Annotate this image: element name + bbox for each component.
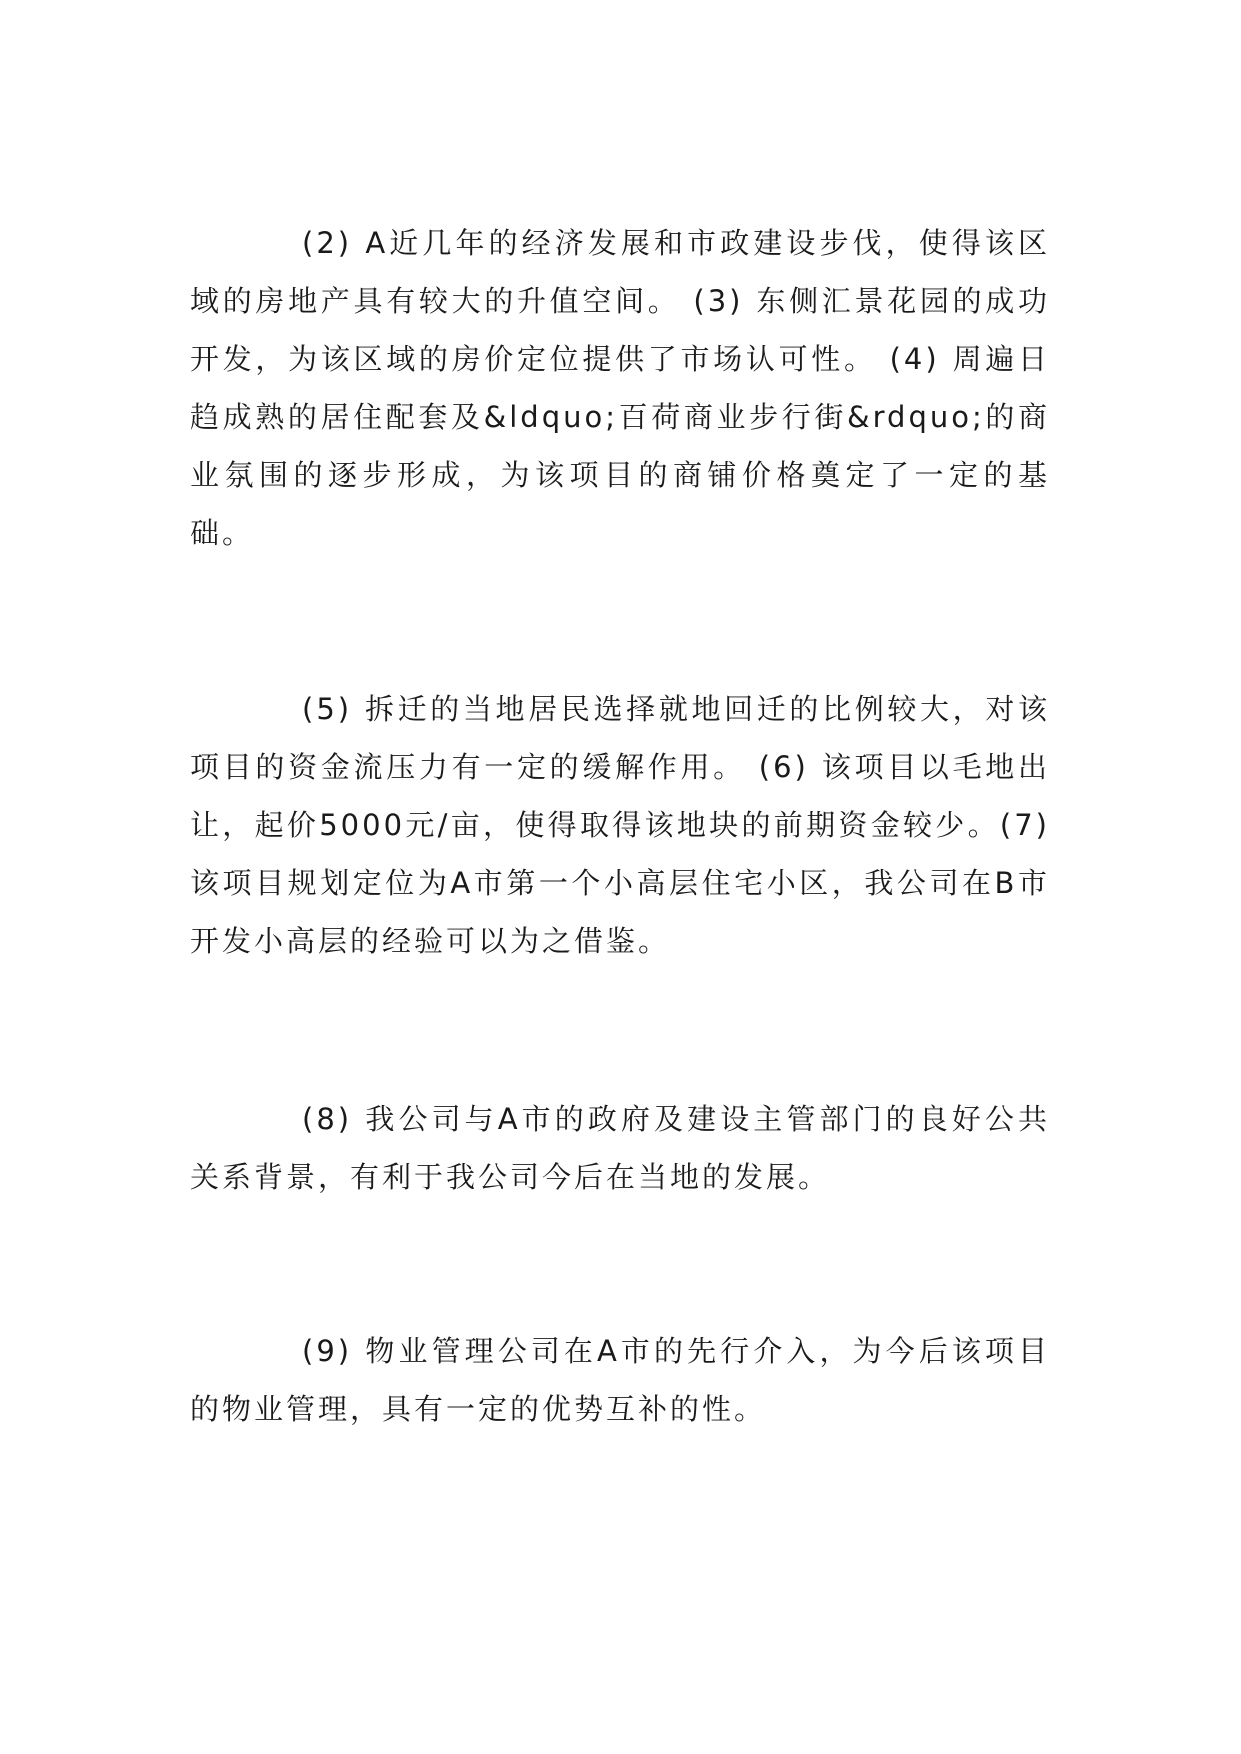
paragraph-9: (9) 物业管理公司在A市的先行介入，为今后该项目的物业管理，具有一定的优势互补的性。 bbox=[190, 1334, 1050, 1426]
paragraph-5-7: (5) 拆迁的当地居民选择就地回迁的比例较大，对该项目的资金流压力有一定的缓解作用。 (6) 该项目以毛地出让，起价5000元/亩，使得取得该地块的前期资金较少。(7)该项目规划定位为A市第一个小高层住宅小区，我公司在B市开发小高层的经验可以为之借鉴。 bbox=[190, 692, 1050, 958]
paragraph-2-4: (2) A近几年的经济发展和市政建设步伐，使得该区域的房地产具有较大的升值空间。 (3) 东侧汇景花园的成功开发，为该区域的房价定位提供了市场认可性。 (4) 周遍日趋成熟的居住配套及&ldquo;百荷商业步行街&rdquo;的商业氛围的逐步形成，为该项目的商铺价格奠定了一定的基础。 bbox=[190, 226, 1050, 550]
paragraph-8: (8) 我公司与A市的政府及建设主管部门的良好公共关系背景，有利于我公司今后在当地的发展。 bbox=[190, 1102, 1050, 1194]
